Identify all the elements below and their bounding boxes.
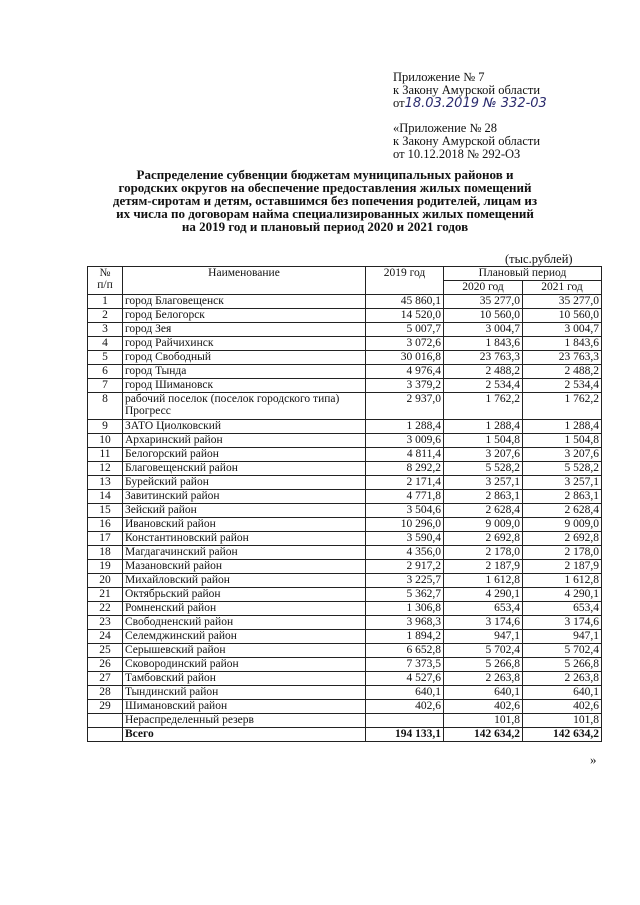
- row-2021: 402,6: [523, 700, 602, 714]
- row-name: город Шимановск: [123, 379, 366, 393]
- table-row: [88, 351, 602, 365]
- row-name: город Свободный: [123, 351, 366, 365]
- row-name: город Благовещенск: [123, 295, 366, 309]
- row-name: Ивановский район: [123, 518, 366, 532]
- row-2021: 1 762,2: [523, 393, 602, 420]
- row-number: 16: [88, 518, 123, 532]
- row-name: город Тында: [123, 365, 366, 379]
- row-2020: 3 004,7: [444, 323, 523, 337]
- row-2019: 3 590,4: [366, 532, 444, 546]
- row-2019: 1 288,4: [366, 420, 444, 434]
- header-planned-period: Плановый период: [444, 267, 602, 281]
- table-row: [88, 672, 602, 686]
- row-name: город Райчихинск: [123, 337, 366, 351]
- row-2021: 101,8: [523, 714, 602, 728]
- row-name: Серышевский район: [123, 644, 366, 658]
- row-number: 2: [88, 309, 123, 323]
- table-row: [88, 574, 602, 588]
- table-row: [88, 504, 602, 518]
- header-number: № п/п: [88, 267, 123, 295]
- row-2020: 640,1: [444, 686, 523, 700]
- row-2019: 14 520,0: [366, 309, 444, 323]
- appendix-28-header: [393, 122, 540, 161]
- header-2021: 2021 год: [523, 281, 602, 295]
- row-2020: 5 702,4: [444, 644, 523, 658]
- row-number: 10: [88, 434, 123, 448]
- row-2020: 9 009,0: [444, 518, 523, 532]
- appendix-7-line2: к Закону Амурской области: [393, 83, 541, 97]
- table-row: [88, 588, 602, 602]
- row-2019: 640,1: [366, 686, 444, 700]
- row-number: 23: [88, 616, 123, 630]
- appendix-7-handwritten-date: 18.03.2019 № 332-03: [404, 96, 547, 111]
- appendix-7-line3: [393, 97, 547, 110]
- row-2019: 7 373,5: [366, 658, 444, 672]
- appendix-7-header: [393, 71, 547, 110]
- row-2020: 5 266,8: [444, 658, 523, 672]
- table-row: [88, 616, 602, 630]
- row-number: 24: [88, 630, 123, 644]
- row-2020: 101,8: [444, 714, 523, 728]
- row-2021: 23 763,3: [523, 351, 602, 365]
- row-number: 28: [88, 686, 123, 700]
- table-header-row: [88, 267, 602, 281]
- row-name: Магдагачинский район: [123, 546, 366, 560]
- row-2020: 10 560,0: [444, 309, 523, 323]
- document-title: [110, 168, 540, 233]
- row-2019: 1 306,8: [366, 602, 444, 616]
- row-2021: 3 004,7: [523, 323, 602, 337]
- row-2020: 3 257,1: [444, 476, 523, 490]
- appendix-28-line1: «Приложение № 28: [393, 121, 498, 135]
- row-2021: 2 187,9: [523, 560, 602, 574]
- row-name: Октябрьский район: [123, 588, 366, 602]
- row-name: Завитинский район: [123, 490, 366, 504]
- header-2019: 2019 год: [366, 267, 444, 295]
- row-number: [88, 714, 123, 728]
- table-row: [88, 602, 602, 616]
- row-2021: 2 863,1: [523, 490, 602, 504]
- table-row: [88, 309, 602, 323]
- row-2020: 1 612,8: [444, 574, 523, 588]
- table-row: [88, 323, 602, 337]
- row-name: Шимановский район: [123, 700, 366, 714]
- table-row: [88, 546, 602, 560]
- row-2019: 402,6: [366, 700, 444, 714]
- row-number: 18: [88, 546, 123, 560]
- row-2020: 947,1: [444, 630, 523, 644]
- row-2019: 8 292,2: [366, 462, 444, 476]
- row-2021: 653,4: [523, 602, 602, 616]
- row-2020: 3 207,6: [444, 448, 523, 462]
- total-2020: 142 634,2: [444, 728, 523, 742]
- row-2021: 947,1: [523, 630, 602, 644]
- row-number: 17: [88, 532, 123, 546]
- row-2019: 3 379,2: [366, 379, 444, 393]
- row-2021: 1 504,8: [523, 434, 602, 448]
- row-number: 3: [88, 323, 123, 337]
- row-2019: 3 009,6: [366, 434, 444, 448]
- title-line-2: городских округов на обеспечение предоставления жилых помещений: [118, 180, 532, 195]
- row-2019: 1 894,2: [366, 630, 444, 644]
- row-name: Сковородинский район: [123, 658, 366, 672]
- row-number: 27: [88, 672, 123, 686]
- row-name: Константиновский район: [123, 532, 366, 546]
- table-row: [88, 658, 602, 672]
- row-number: 26: [88, 658, 123, 672]
- row-2019: 4 811,4: [366, 448, 444, 462]
- table-row: [88, 365, 602, 379]
- row-2021: 2 488,2: [523, 365, 602, 379]
- row-2020: 1 504,8: [444, 434, 523, 448]
- row-2021: 1 288,4: [523, 420, 602, 434]
- row-2019: 4 976,4: [366, 365, 444, 379]
- table-row: [88, 532, 602, 546]
- row-2021: 640,1: [523, 686, 602, 700]
- row-2021: 10 560,0: [523, 309, 602, 323]
- table-body: [88, 295, 602, 728]
- row-2021: 3 174,6: [523, 616, 602, 630]
- row-2021: 2 263,8: [523, 672, 602, 686]
- row-2021: 2 628,4: [523, 504, 602, 518]
- row-number: 11: [88, 448, 123, 462]
- table-row: [88, 560, 602, 574]
- row-number: 14: [88, 490, 123, 504]
- row-name: Тамбовский район: [123, 672, 366, 686]
- appendix-28-line3: от 10.12.2018 № 292-ОЗ: [393, 147, 521, 161]
- row-number: 5: [88, 351, 123, 365]
- total-number: [88, 728, 123, 742]
- row-2019: 4 771,8: [366, 490, 444, 504]
- row-2020: 35 277,0: [444, 295, 523, 309]
- row-2020: 2 692,8: [444, 532, 523, 546]
- row-2019: 4 356,0: [366, 546, 444, 560]
- subsidy-table: [87, 266, 602, 742]
- header-2020: 2020 год: [444, 281, 523, 295]
- row-name: Бурейский район: [123, 476, 366, 490]
- row-2019: 6 652,8: [366, 644, 444, 658]
- row-number: 6: [88, 365, 123, 379]
- row-2021: 5 266,8: [523, 658, 602, 672]
- row-name: Зейский район: [123, 504, 366, 518]
- row-2019: 3 225,7: [366, 574, 444, 588]
- title-line-3: детям-сиротам и детям, оставшимся без попечения родителей, лицам из: [112, 193, 538, 208]
- table-row: [88, 490, 602, 504]
- row-2019: 2 937,0: [366, 393, 444, 420]
- row-2021: 3 257,1: [523, 476, 602, 490]
- row-2019: 2 171,4: [366, 476, 444, 490]
- row-2021: 5 528,2: [523, 462, 602, 476]
- row-number: 8: [88, 393, 123, 420]
- table-row: [88, 393, 602, 420]
- row-2020: 402,6: [444, 700, 523, 714]
- row-2019: 3 504,6: [366, 504, 444, 518]
- row-2020: 1 288,4: [444, 420, 523, 434]
- row-2021: 2 178,0: [523, 546, 602, 560]
- row-number: 13: [88, 476, 123, 490]
- row-number: 4: [88, 337, 123, 351]
- row-2021: 5 702,4: [523, 644, 602, 658]
- row-2021: 1 612,8: [523, 574, 602, 588]
- row-2020: 2 534,4: [444, 379, 523, 393]
- row-name: Селемджинский район: [123, 630, 366, 644]
- table-row: [88, 700, 602, 714]
- table-row: [88, 434, 602, 448]
- row-2021: 3 207,6: [523, 448, 602, 462]
- total-label: Всего: [123, 728, 366, 742]
- row-2019: 4 527,6: [366, 672, 444, 686]
- table-row: [88, 644, 602, 658]
- row-name: ЗАТО Циолковский: [123, 420, 366, 434]
- row-2021: 35 277,0: [523, 295, 602, 309]
- row-number: 22: [88, 602, 123, 616]
- row-2021: 2 534,4: [523, 379, 602, 393]
- row-number: 29: [88, 700, 123, 714]
- row-2020: 1 843,6: [444, 337, 523, 351]
- title-line-5: на 2019 год и плановый период 2020 и 2021 годов: [181, 219, 469, 234]
- table-total-row: [88, 728, 602, 742]
- row-2020: 2 628,4: [444, 504, 523, 518]
- row-2020: 2 178,0: [444, 546, 523, 560]
- total-2019: 194 133,1: [366, 728, 444, 742]
- row-number: 7: [88, 379, 123, 393]
- row-2019: 30 016,8: [366, 351, 444, 365]
- row-number: 25: [88, 644, 123, 658]
- row-2020: 5 528,2: [444, 462, 523, 476]
- row-2020: 3 174,6: [444, 616, 523, 630]
- row-name: Благовещенский район: [123, 462, 366, 476]
- row-2020: 1 762,2: [444, 393, 523, 420]
- row-name: Ромненский район: [123, 602, 366, 616]
- closing-quote: »: [590, 752, 597, 767]
- row-2020: 23 763,3: [444, 351, 523, 365]
- row-number: 15: [88, 504, 123, 518]
- table-row: [88, 462, 602, 476]
- table-row: [88, 630, 602, 644]
- row-2021: 9 009,0: [523, 518, 602, 532]
- table-row: [88, 295, 602, 309]
- row-name: Архаринский район: [123, 434, 366, 448]
- appendix-7-date-prefix: от: [393, 96, 405, 110]
- row-name: город Зея: [123, 323, 366, 337]
- row-number: 19: [88, 560, 123, 574]
- row-2019: 3 072,6: [366, 337, 444, 351]
- row-2021: 1 843,6: [523, 337, 602, 351]
- table-row: [88, 448, 602, 462]
- row-2019: 2 917,2: [366, 560, 444, 574]
- row-2020: 2 187,9: [444, 560, 523, 574]
- table-row: [88, 714, 602, 728]
- table-row: [88, 476, 602, 490]
- row-name: город Белогорск: [123, 309, 366, 323]
- row-number: 1: [88, 295, 123, 309]
- row-name: Белогорский район: [123, 448, 366, 462]
- row-name: рабочий поселок (поселок городского типа) Прогресс: [123, 393, 366, 420]
- row-2021: 4 290,1: [523, 588, 602, 602]
- row-2020: 2 863,1: [444, 490, 523, 504]
- table-row: [88, 420, 602, 434]
- table-row: [88, 518, 602, 532]
- table-row: [88, 686, 602, 700]
- header-name: Наименование: [123, 267, 366, 295]
- appendix-7-line1: Приложение № 7: [393, 70, 485, 84]
- row-2019: 5 362,7: [366, 588, 444, 602]
- title-line-4: их числа по договорам найма специализированных жилых помещений: [116, 206, 534, 221]
- row-name: Михайловский район: [123, 574, 366, 588]
- row-2019: 45 860,1: [366, 295, 444, 309]
- row-2020: 2 488,2: [444, 365, 523, 379]
- row-2020: 4 290,1: [444, 588, 523, 602]
- row-name: Нераспределенный резерв: [123, 714, 366, 728]
- row-number: 9: [88, 420, 123, 434]
- table-row: [88, 337, 602, 351]
- row-2019: 10 296,0: [366, 518, 444, 532]
- row-number: 12: [88, 462, 123, 476]
- row-2019: 5 007,7: [366, 323, 444, 337]
- row-2020: 2 263,8: [444, 672, 523, 686]
- row-name: Мазановский район: [123, 560, 366, 574]
- row-name: Тындинский район: [123, 686, 366, 700]
- row-2020: 653,4: [444, 602, 523, 616]
- appendix-28-line2: к Закону Амурской области: [393, 134, 541, 148]
- unit-label: (тыс.рублей): [505, 252, 573, 266]
- title-line-1: Распределение субвенции бюджетам муниципальных районов и: [136, 167, 514, 182]
- row-2019: [366, 714, 444, 728]
- row-2021: 2 692,8: [523, 532, 602, 546]
- total-2021: 142 634,2: [523, 728, 602, 742]
- row-number: 21: [88, 588, 123, 602]
- row-2019: 3 968,3: [366, 616, 444, 630]
- row-name: Свободненский район: [123, 616, 366, 630]
- row-number: 20: [88, 574, 123, 588]
- table-row: [88, 379, 602, 393]
